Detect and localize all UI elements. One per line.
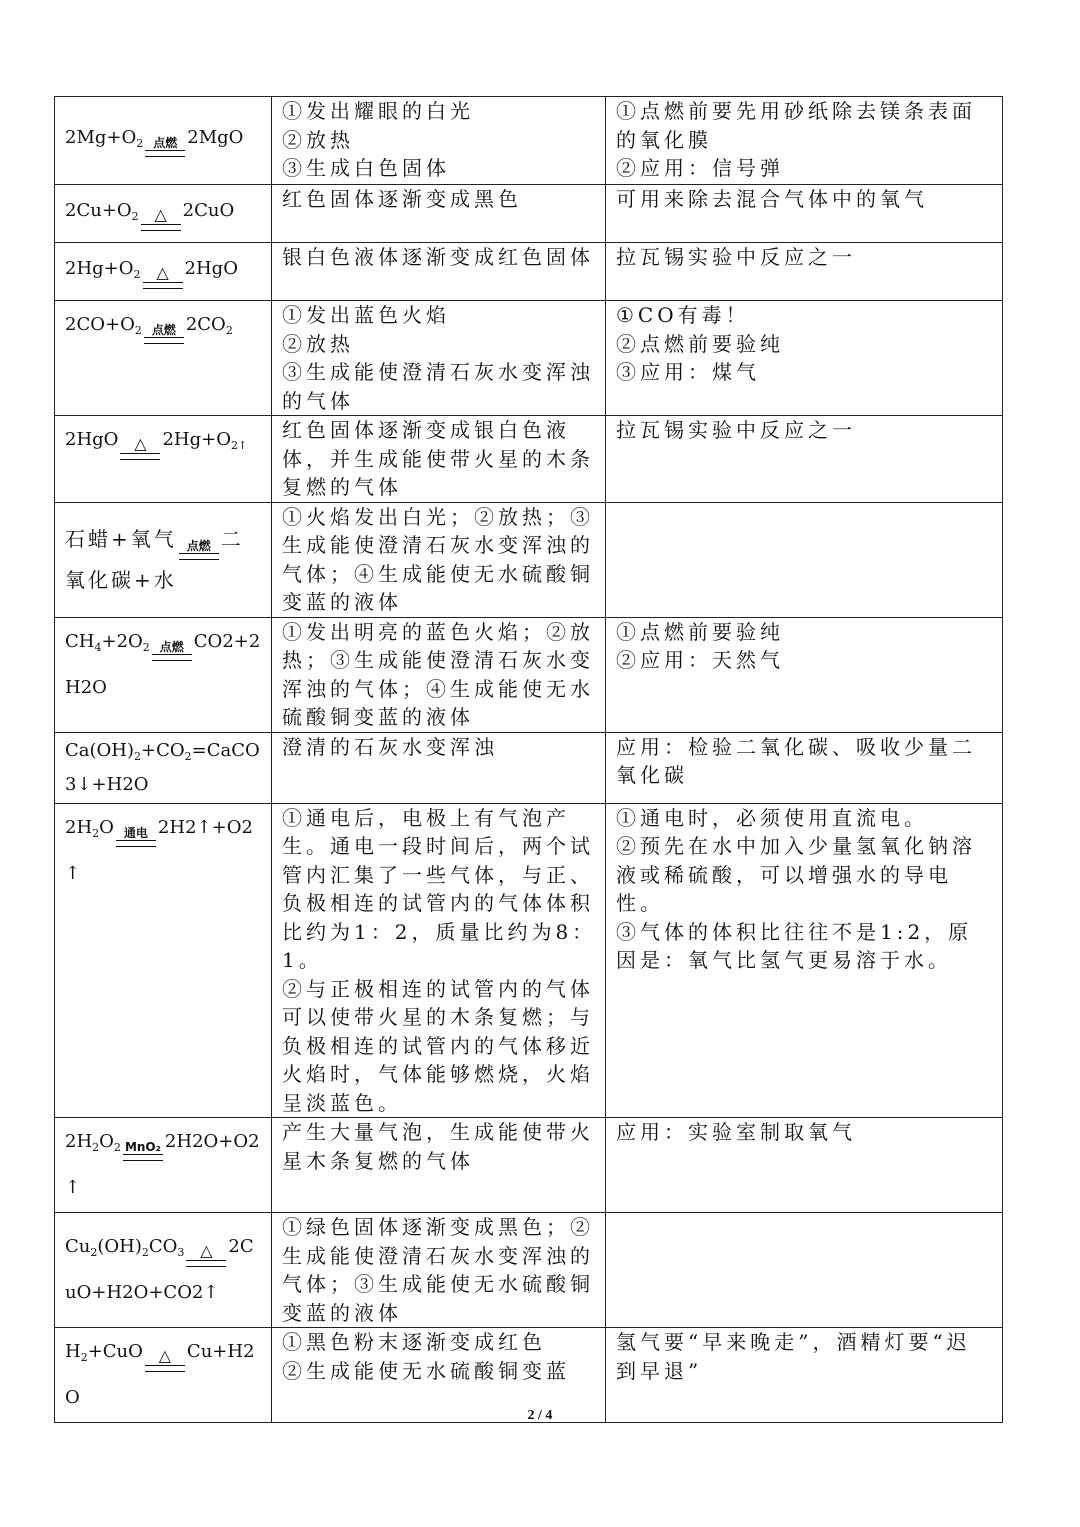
reaction-condition: △ xyxy=(156,262,169,282)
table-row xyxy=(55,243,1003,301)
phenomenon-cell: 红色固体逐渐变成黑色 xyxy=(272,185,606,243)
equation-cell: $2H_2O_2$ MnO₂ 2H2O+O2↑ xyxy=(55,1118,272,1213)
equation-cell: $2CO+O_2$ 点燃 $2CO_2$ xyxy=(55,301,272,416)
note-cell: 应用：检验二氧化碳、吸收少量二氧化碳 xyxy=(606,732,1003,803)
phenomenon-cell: ①发出明亮的蓝色火焰；②放热；③生成能使澄清石灰水变浑浊的气体；④生成能使无水硫酸铜变蓝的液体 xyxy=(272,617,606,732)
equation-cell: $2Cu+O_2$ △ 2CuO xyxy=(55,185,272,243)
phenomenon-cell: ①发出耀眼的白光 ②放热 ③生成白色固体 xyxy=(272,97,606,185)
reaction-condition: 点燃 xyxy=(153,135,178,150)
table-row xyxy=(55,1118,1003,1213)
reaction-condition: 通电 xyxy=(123,825,148,840)
reaction-condition: 点燃 xyxy=(159,639,184,654)
phenomenon-cell: 澄清的石灰水变浑浊 xyxy=(272,732,606,803)
note-cell xyxy=(606,502,1003,617)
equation-cell: $H_2+CuO$ △ Cu+H2O xyxy=(55,1328,272,1423)
table-row xyxy=(55,301,1003,416)
equation-cell: 石蜡+氧气 点燃 二氧化碳+水 xyxy=(55,502,272,617)
table-row xyxy=(55,97,1003,185)
table-row xyxy=(55,732,1003,803)
phenomenon-cell: 银白色液体逐渐变成红色固体 xyxy=(272,243,606,301)
equation-cell: $Cu_2(OH)_2CO_3$ △ 2CuO+H2O+CO2↑ xyxy=(55,1213,272,1328)
table-row xyxy=(55,502,1003,617)
note-cell: 可用来除去混合气体中的氧气 xyxy=(606,185,1003,243)
phenomenon-cell: ①通电后，电极上有气泡产生。通电一段时间后，两个试管内汇集了一些气体，与正、负极相连的试管内的气体体积比约为1：2，质量比约为8：1。 ②与正极相连的试管内的气体可以使带火星的木条复燃；与负极相连的试管内的气体移近火焰时，气体能够燃烧，火焰呈淡蓝色。 xyxy=(272,803,606,1118)
note-cell: ①通电时，必须使用直流电。 ②预先在水中加入少量氢氧化钠溶液或稀硫酸，可以增强水的导电性。 ③气体的体积比往往不是1:2，原因是：氧气比氢气更易溶于水。 xyxy=(606,803,1003,1118)
note-cell: ①点燃前要验纯 ②应用：天然气 xyxy=(606,617,1003,732)
note-cell: 拉瓦锡实验中反应之一 xyxy=(606,416,1003,503)
phenomenon-cell: ①黑色粉末逐渐变成红色 ②生成能使无水硫酸铜变蓝 xyxy=(272,1328,606,1423)
note-cell: ①点燃前要先用砂纸除去镁条表面的氧化膜 ②应用：信号弹 xyxy=(606,97,1003,185)
equation-cell: $CH_4+2O_2$ 点燃 CO2+2H2O xyxy=(55,617,272,732)
equation-cell: $2Mg+O_2$ 点燃 2MgO xyxy=(55,97,272,185)
table-row xyxy=(55,803,1003,1118)
note-cell: 应用：实验室制取氧气 xyxy=(606,1118,1003,1213)
table-row xyxy=(55,416,1003,503)
table-row xyxy=(55,1213,1003,1328)
reaction-condition: △ xyxy=(158,1346,172,1365)
note-cell xyxy=(606,1213,1003,1328)
reaction-condition: △ xyxy=(134,434,147,453)
equation-cell: $2H_2O$ 通电 2H2↑+O2↑ xyxy=(55,803,272,1118)
reaction-condition: 点燃 xyxy=(151,323,176,337)
note-cell: 氢气要“早来晚走”，酒精灯要“迟到早退” xyxy=(606,1328,1003,1423)
reaction-condition: △ xyxy=(200,1241,213,1260)
reaction-condition: △ xyxy=(154,204,167,224)
phenomenon-cell: ①绿色固体逐渐变成黑色；②生成能使澄清石灰水变浑浊的气体；③生成能使无水硫酸铜变蓝的液体 xyxy=(272,1213,606,1328)
reactions-table-body xyxy=(55,97,1003,1423)
reaction-condition: MnO₂ xyxy=(124,1140,161,1154)
table-row xyxy=(55,185,1003,243)
table-row xyxy=(55,617,1003,732)
phenomenon-cell: 红色固体逐渐变成银白色液体，并生成能使带火星的木条复燃的气体 xyxy=(272,416,606,503)
reaction-condition: 点燃 xyxy=(186,539,211,553)
reactions-table xyxy=(54,96,1003,1423)
equation-cell: $2Hg+O_2$ △ 2HgO xyxy=(55,243,272,301)
phenomenon-cell: ①火焰发出白光；②放热；③生成能使澄清石灰水变浑浊的气体；④生成能使无水硫酸铜变蓝的液体 xyxy=(272,502,606,617)
equation-cell: $Ca(OH)_2+CO_2=CaCO3↓+H2O$ xyxy=(55,732,272,803)
equation-cell: 2HgO △ $2Hg+O_{2↑}$ xyxy=(55,416,272,503)
phenomenon-cell: 产生大量气泡，生成能使带火星木条复燃的气体 xyxy=(272,1118,606,1213)
note-cell: ①CO有毒！ ②点燃前要验纯 ③应用：煤气 xyxy=(606,301,1003,416)
note-cell: 拉瓦锡实验中反应之一 xyxy=(606,243,1003,301)
phenomenon-cell: ①发出蓝色火焰 ②放热 ③生成能使澄清石灰水变浑浊的气体 xyxy=(272,301,606,416)
page-number: 2 / 4 xyxy=(527,1408,553,1423)
